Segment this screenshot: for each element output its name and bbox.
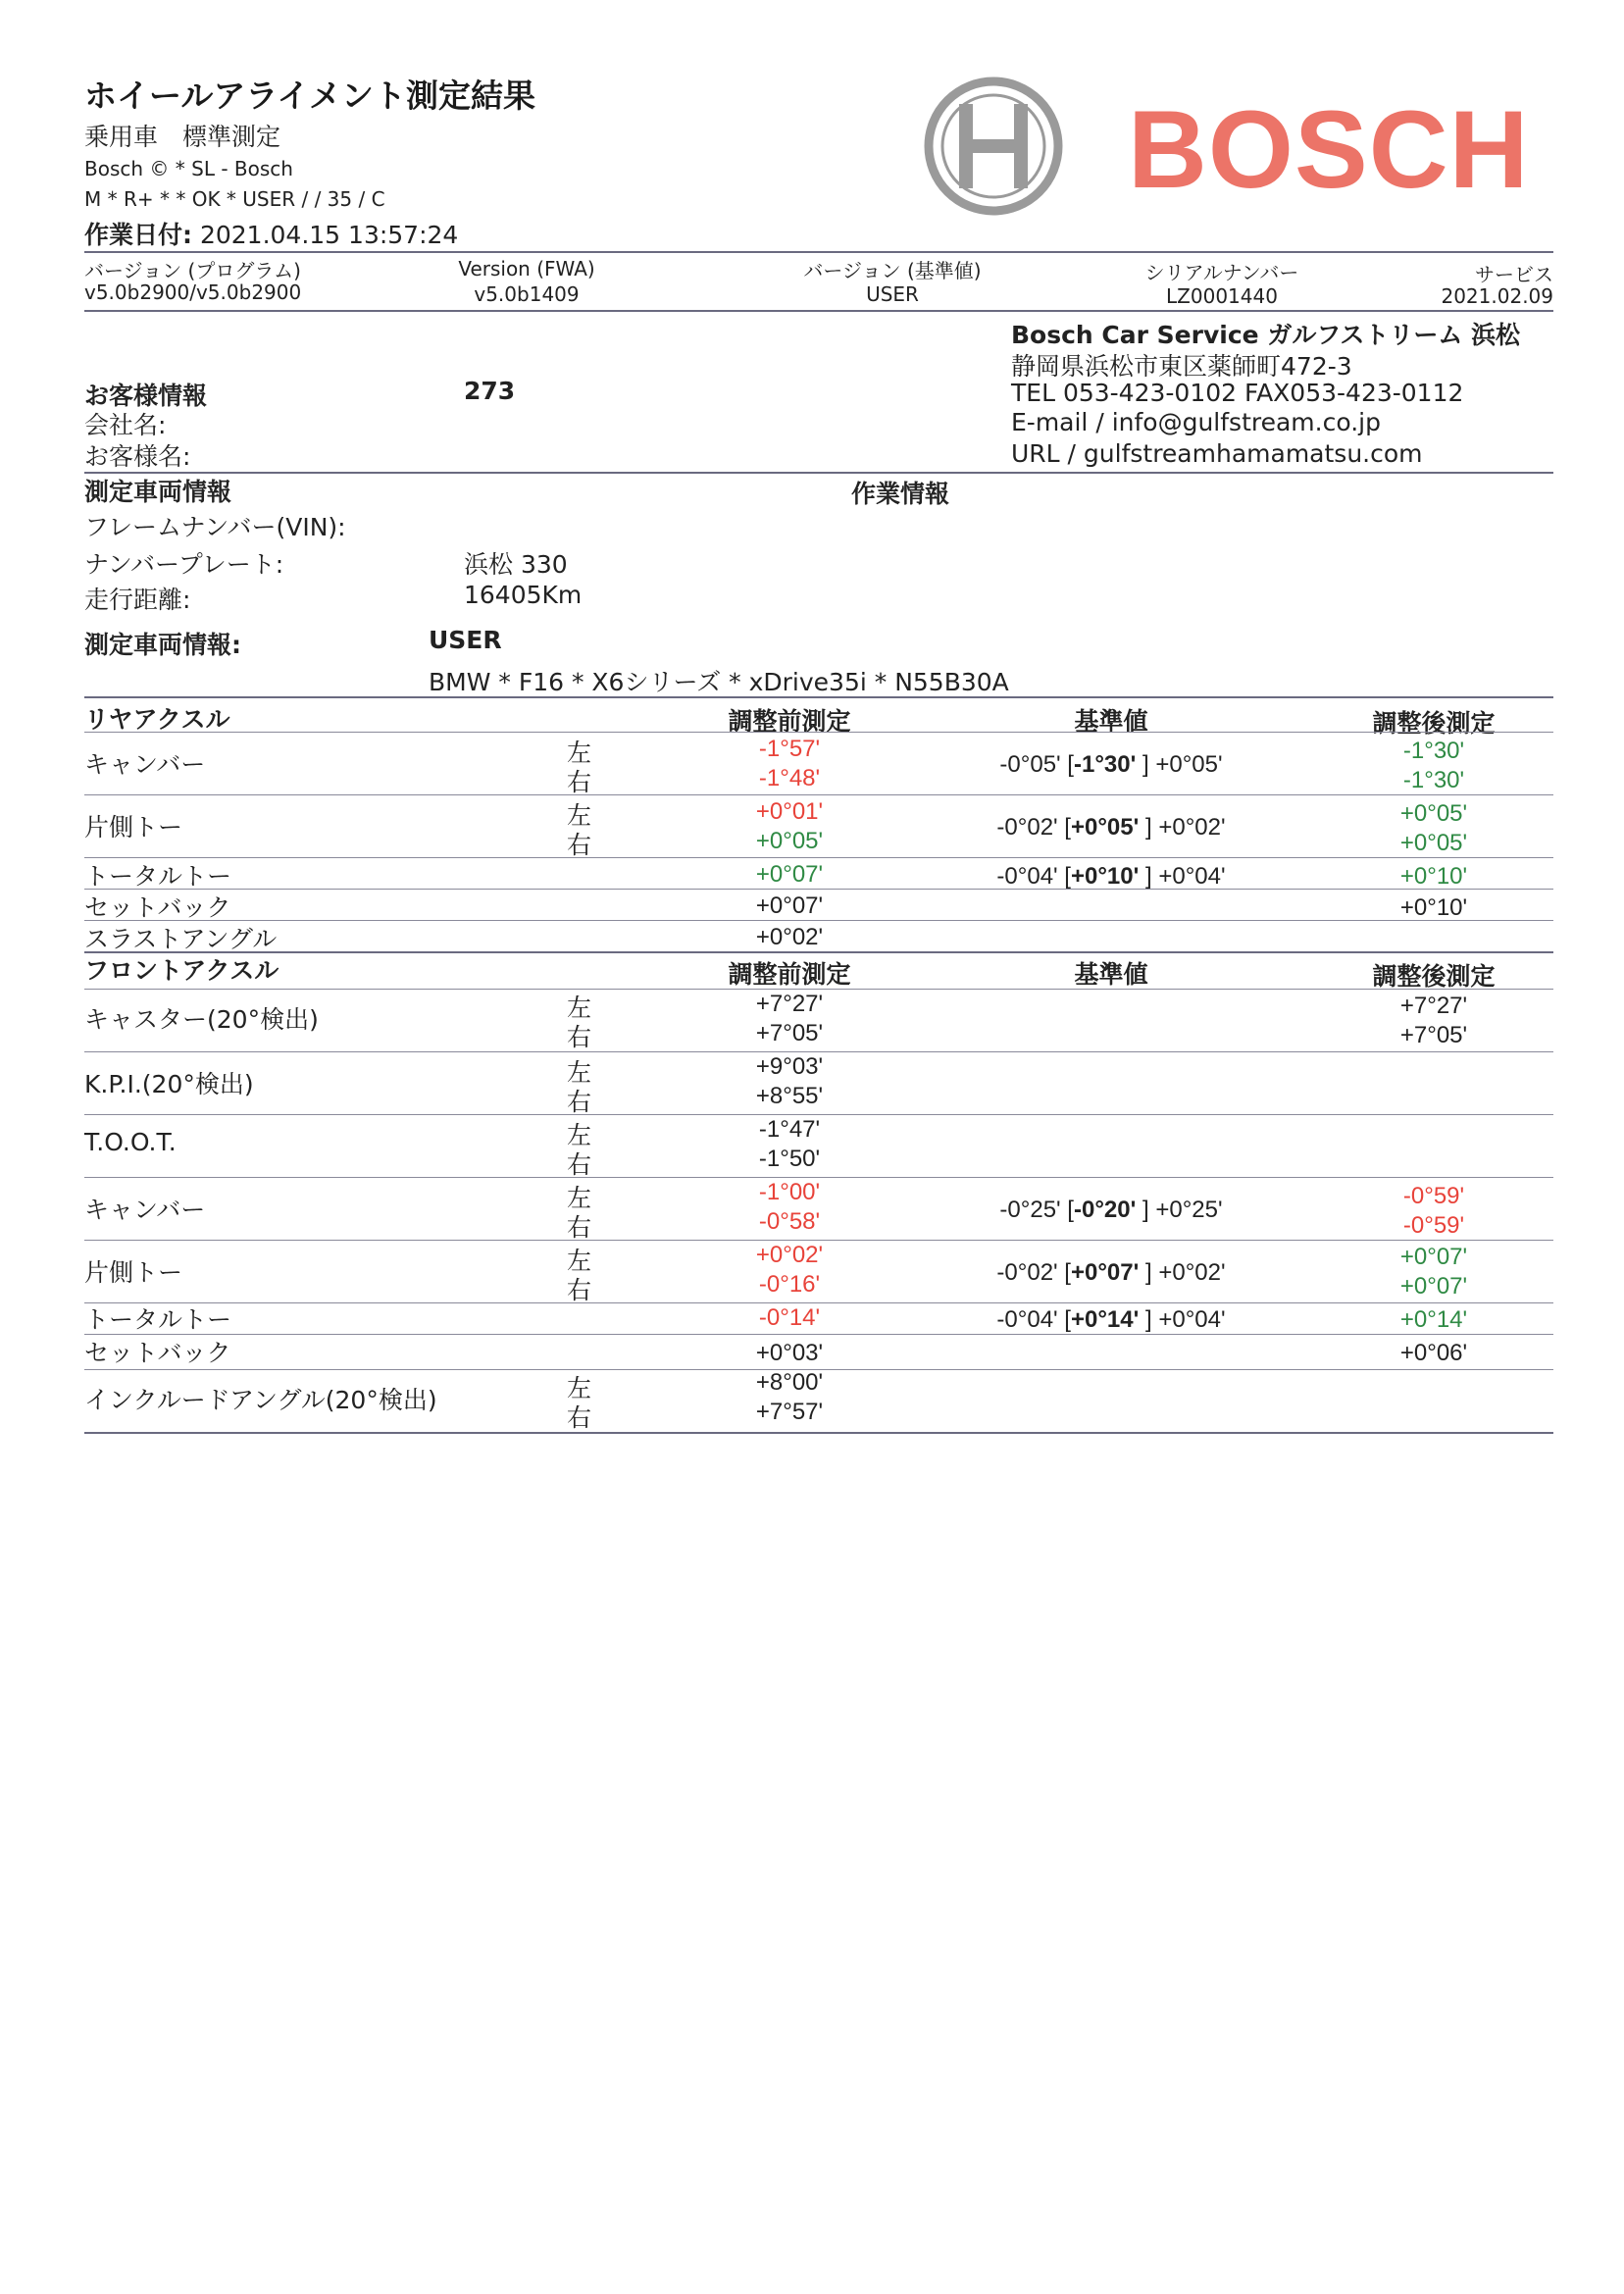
left-marker: 左 bbox=[567, 1374, 592, 1402]
mileage-label: 走行距離: bbox=[84, 586, 191, 614]
rear-toe-after-right: +0°05' bbox=[1399, 830, 1468, 856]
right-marker: 右 bbox=[567, 831, 592, 859]
caster-before-left: +7°27' bbox=[755, 991, 824, 1017]
header-line-1: Bosch © * SL - Bosch bbox=[84, 157, 293, 180]
front-total-toe-before: -0°14' bbox=[758, 1304, 821, 1331]
divider bbox=[84, 989, 1553, 990]
divider bbox=[84, 1302, 1553, 1303]
customer-section-label: お客様情報 bbox=[84, 382, 208, 410]
company-label: 会社名: bbox=[84, 411, 167, 439]
included-angle-before-left: +8°00' bbox=[755, 1369, 824, 1396]
vehicle-section-label: 測定車両情報 bbox=[84, 478, 232, 506]
divider bbox=[84, 794, 1553, 795]
base-version-value: USER bbox=[866, 282, 919, 306]
rear-axle-label: リヤアクスル bbox=[84, 705, 230, 734]
divider bbox=[84, 920, 1553, 921]
divider bbox=[84, 251, 1553, 253]
right-marker: 右 bbox=[567, 1276, 592, 1304]
after-column-header: 調整後測定 bbox=[1372, 962, 1496, 991]
serial-number-label: シリアルナンバー bbox=[1144, 261, 1299, 284]
left-marker: 左 bbox=[567, 1121, 592, 1149]
program-version-label: バージョン (プログラム) bbox=[84, 259, 301, 282]
divider bbox=[84, 1051, 1553, 1052]
vehicle-info-label: 測定車両情報: bbox=[84, 631, 241, 659]
plate-label: ナンバープレート: bbox=[84, 550, 284, 579]
after-column-header: 調整後測定 bbox=[1372, 709, 1496, 738]
spec-column-header: 基準値 bbox=[1074, 960, 1148, 989]
kpi-before-right: +8°55' bbox=[755, 1083, 824, 1109]
left-marker: 左 bbox=[567, 994, 592, 1022]
work-date-value: 2021.04.15 13:57:24 bbox=[199, 221, 459, 249]
document-title: ホイールアライメント測定結果 bbox=[84, 76, 536, 115]
work-date-label: 作業日付: bbox=[84, 221, 192, 249]
before-column-header: 調整前測定 bbox=[728, 707, 851, 736]
front-setback-before: +0°03' bbox=[755, 1340, 824, 1366]
before-column-header: 調整前測定 bbox=[728, 960, 851, 989]
shop-tel: TEL 053-423-0102 FAX053-423-0112 bbox=[1011, 379, 1464, 407]
divider bbox=[84, 1334, 1553, 1335]
front-camber-spec: -0°25' [-0°20' ] +0°25' bbox=[999, 1197, 1223, 1223]
divider bbox=[84, 889, 1553, 890]
base-version-label: バージョン (基準値) bbox=[803, 259, 982, 282]
rear-camber-before-left: -1°57' bbox=[758, 736, 821, 762]
right-marker: 右 bbox=[567, 1023, 592, 1051]
caster-before-right: +7°05' bbox=[755, 1020, 824, 1046]
right-marker: 右 bbox=[567, 1150, 592, 1179]
front-camber-after-right: -0°59' bbox=[1402, 1212, 1465, 1239]
vin-label: フレームナンバー(VIN): bbox=[84, 513, 346, 541]
rear-toe-after-left: +0°05' bbox=[1399, 800, 1468, 827]
right-marker: 右 bbox=[567, 1403, 592, 1432]
toot-before-left: -1°47' bbox=[758, 1116, 821, 1143]
serial-number-value: LZ0001440 bbox=[1166, 284, 1278, 308]
caster-after-right: +7°05' bbox=[1399, 1022, 1468, 1048]
divider bbox=[84, 1177, 1553, 1178]
thrust-angle-label: スラストアングル bbox=[84, 925, 278, 953]
rear-toe-before-right: +0°05' bbox=[755, 828, 824, 854]
left-marker: 左 bbox=[567, 1184, 592, 1212]
front-toe-spec: -0°02' [+0°07' ] +0°02' bbox=[996, 1259, 1226, 1286]
divider bbox=[84, 857, 1553, 858]
front-camber-before-right: -0°58' bbox=[758, 1208, 821, 1235]
front-toe-after-right: +0°07' bbox=[1399, 1273, 1468, 1300]
service-label: サービス bbox=[1475, 263, 1553, 286]
toot-label: T.O.O.T. bbox=[84, 1128, 177, 1156]
rear-camber-before-right: -1°48' bbox=[758, 765, 821, 791]
front-setback-after: +0°06' bbox=[1399, 1340, 1468, 1366]
divider bbox=[84, 1432, 1553, 1434]
vehicle-info-value: USER bbox=[429, 626, 502, 654]
rear-setback-after: +0°10' bbox=[1399, 894, 1468, 921]
divider bbox=[84, 1240, 1553, 1241]
customer-number: 273 bbox=[464, 377, 516, 405]
included-angle-before-right: +7°57' bbox=[755, 1399, 824, 1425]
right-marker: 右 bbox=[567, 1213, 592, 1242]
left-marker: 左 bbox=[567, 1058, 592, 1087]
thrust-angle-before: +0°02' bbox=[755, 924, 824, 950]
included-angle-label: インクルードアングル(20°検出) bbox=[84, 1386, 437, 1414]
divider bbox=[84, 472, 1553, 474]
rear-total-toe-before: +0°07' bbox=[755, 861, 824, 888]
caster-after-left: +7°27' bbox=[1399, 993, 1468, 1019]
right-marker: 右 bbox=[567, 1088, 592, 1116]
plate-value: 浜松 330 bbox=[464, 550, 568, 579]
program-version-value: v5.0b2900/v5.0b2900 bbox=[84, 280, 302, 304]
front-camber-label: キャンバー bbox=[84, 1196, 206, 1224]
front-axle-label: フロントアクスル bbox=[84, 956, 279, 985]
rear-camber-after-right: -1°30' bbox=[1402, 767, 1465, 793]
front-camber-after-left: -0°59' bbox=[1402, 1183, 1465, 1209]
front-setback-label: セットバック bbox=[84, 1339, 231, 1367]
rear-toe-spec: -0°02' [+0°05' ] +0°02' bbox=[996, 814, 1226, 841]
divider bbox=[84, 310, 1553, 312]
shop-url: URL / gulfstreamhamamatsu.com bbox=[1011, 439, 1423, 468]
rear-camber-label: キャンバー bbox=[84, 750, 206, 779]
fwa-version-value: v5.0b1409 bbox=[474, 282, 580, 306]
service-value: 2021.02.09 bbox=[1441, 284, 1553, 308]
left-marker: 左 bbox=[567, 739, 592, 767]
rear-camber-spec: -0°05' [-1°30' ] +0°05' bbox=[999, 751, 1223, 778]
rear-toe-label: 片側トー bbox=[84, 813, 183, 841]
rear-total-toe-spec: -0°04' [+0°10' ] +0°04' bbox=[996, 863, 1226, 890]
work-info-label: 作業情報 bbox=[850, 480, 950, 508]
rear-setback-label: セットバック bbox=[84, 893, 231, 922]
shop-name: Bosch Car Service ガルフストリーム 浜松 bbox=[1011, 321, 1521, 349]
shop-address: 静岡県浜松市東区薬師町472-3 bbox=[1011, 352, 1352, 381]
rear-total-toe-label: トータルトー bbox=[84, 862, 232, 891]
divider bbox=[84, 951, 1553, 953]
front-total-toe-label: トータルトー bbox=[84, 1305, 232, 1334]
rear-camber-after-left: -1°30' bbox=[1402, 738, 1465, 764]
document-subtitle: 乗用車 標準測定 bbox=[84, 123, 281, 151]
left-marker: 左 bbox=[567, 1247, 592, 1275]
divider bbox=[84, 732, 1553, 733]
kpi-label: K.P.I.(20°検出) bbox=[84, 1070, 254, 1098]
divider bbox=[84, 696, 1553, 698]
rear-toe-before-left: +0°01' bbox=[755, 798, 824, 825]
vehicle-model: BMW * F16 * X6シリーズ * xDrive35i * N55B30A bbox=[429, 668, 1009, 696]
rear-setback-before: +0°07' bbox=[755, 892, 824, 919]
front-toe-before-right: -0°16' bbox=[758, 1271, 821, 1298]
caster-label: キャスター(20°検出) bbox=[84, 1005, 319, 1034]
front-total-toe-after: +0°14' bbox=[1399, 1306, 1468, 1333]
rear-total-toe-after: +0°10' bbox=[1399, 863, 1468, 890]
brand-name: BOSCH bbox=[1128, 88, 1530, 211]
front-toe-after-left: +0°07' bbox=[1399, 1244, 1468, 1270]
toot-before-right: -1°50' bbox=[758, 1146, 821, 1172]
kpi-before-left: +9°03' bbox=[755, 1053, 824, 1080]
spec-column-header: 基準値 bbox=[1074, 707, 1148, 736]
shop-email: E-mail / info@gulfstream.co.jp bbox=[1011, 408, 1381, 436]
work-date bbox=[84, 216, 458, 251]
fwa-version-label: Version (FWA) bbox=[458, 257, 595, 280]
bosch-logo-icon bbox=[922, 75, 1065, 218]
front-toe-before-left: +0°02' bbox=[755, 1242, 824, 1268]
customer-name-label: お客様名: bbox=[84, 442, 191, 471]
divider bbox=[84, 1114, 1553, 1115]
left-marker: 左 bbox=[567, 801, 592, 830]
front-camber-before-left: -1°00' bbox=[758, 1179, 821, 1205]
header-line-2: M * R+ * * OK * USER / / 35 / C bbox=[84, 187, 385, 211]
front-toe-label: 片側トー bbox=[84, 1258, 183, 1287]
front-total-toe-spec: -0°04' [+0°14' ] +0°04' bbox=[996, 1306, 1226, 1333]
mileage-value: 16405Km bbox=[464, 581, 583, 609]
right-marker: 右 bbox=[567, 768, 592, 796]
